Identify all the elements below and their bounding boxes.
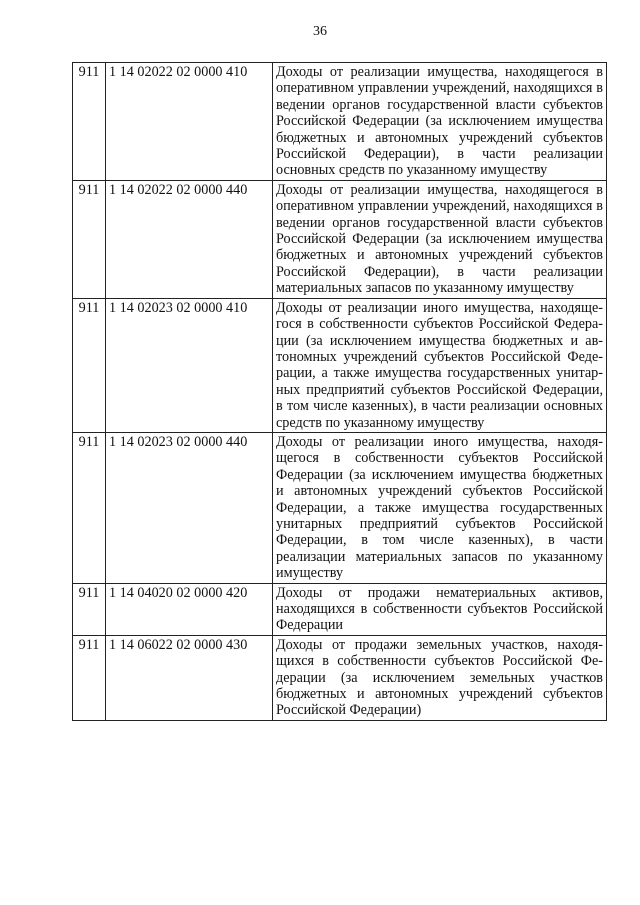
admin-code-cell: 911 [73, 298, 106, 432]
admin-code-cell: 911 [73, 180, 106, 298]
budget-classification-code-cell: 1 14 02022 02 0000 410 [106, 63, 273, 181]
table-row [73, 63, 607, 181]
page-number: 36 [313, 24, 327, 39]
budget-classification-code-cell: 1 14 04020 02 0000 420 [106, 583, 273, 635]
table-row [73, 180, 607, 298]
budget-classification-code-cell: 1 14 02022 02 0000 440 [106, 180, 273, 298]
revenue-codes-table [72, 62, 607, 721]
revenue-name-cell: Доходы от продажи нематериальных активов, находящихся в собственности субъектов Российской Федерации [273, 583, 607, 635]
budget-classification-code-cell: 1 14 02023 02 0000 440 [106, 432, 273, 583]
revenue-name-cell: Доходы от реализации иного имущества, находящегося в собственности субъектов Российской Федерации (за исключением имущества бюджетных и автономных учреждений субъектов Российской Федерации, а также имущества государственных унитарных предприятий субъектов Российской Федерации, в том числе казенных), в части реализации материальных запасов по указанному имуществу [273, 432, 607, 583]
table-row [73, 432, 607, 583]
revenue-name-cell: Доходы от продажи земельных участков, находящихся в собственности субъектов Российской Федерации (за исключением земельных участков бюджетных и автономных учреждений субъектов Российской Федерации) [273, 635, 607, 720]
admin-code-cell: 911 [73, 635, 106, 720]
revenue-name-cell: Доходы от реализации имущества, находящегося в оперативном управлении учреждений, находящихся в ведении органов государственной власти субъектов Российской Федерации (за исключением имущества бюджетных и автономных учреждений субъектов Российской Федерации), в части реализации основных средств по указанному имуществу [273, 63, 607, 181]
admin-code-cell: 911 [73, 432, 106, 583]
admin-code-cell: 911 [73, 583, 106, 635]
budget-classification-code-cell: 1 14 02023 02 0000 410 [106, 298, 273, 432]
budget-classification-code-cell: 1 14 06022 02 0000 430 [106, 635, 273, 720]
table-row [73, 298, 607, 432]
revenue-name-cell: Доходы от реализации имущества, находящегося в оперативном управлении учреждений, находящихся в ведении органов государственной власти субъектов Российской Федерации (за исключением имущества бюджетных и автономных учреждений субъектов Российской Федерации), в части реализации материальных запасов по указанному имуществу [273, 180, 607, 298]
table-row [73, 583, 607, 635]
revenue-name-cell: Доходы от реализации иного имущества, находящегося в собственности субъектов Российской Федерации (за исключением имущества бюджетных и автономных учреждений субъектов Российской Федерации, а также имущества государственных унитарных предприятий субъектов Российской Федерации, в том числе казенных), в части реализации основных средств по указанному имуществу [273, 298, 607, 432]
admin-code-cell: 911 [73, 63, 106, 181]
table-row [73, 635, 607, 720]
